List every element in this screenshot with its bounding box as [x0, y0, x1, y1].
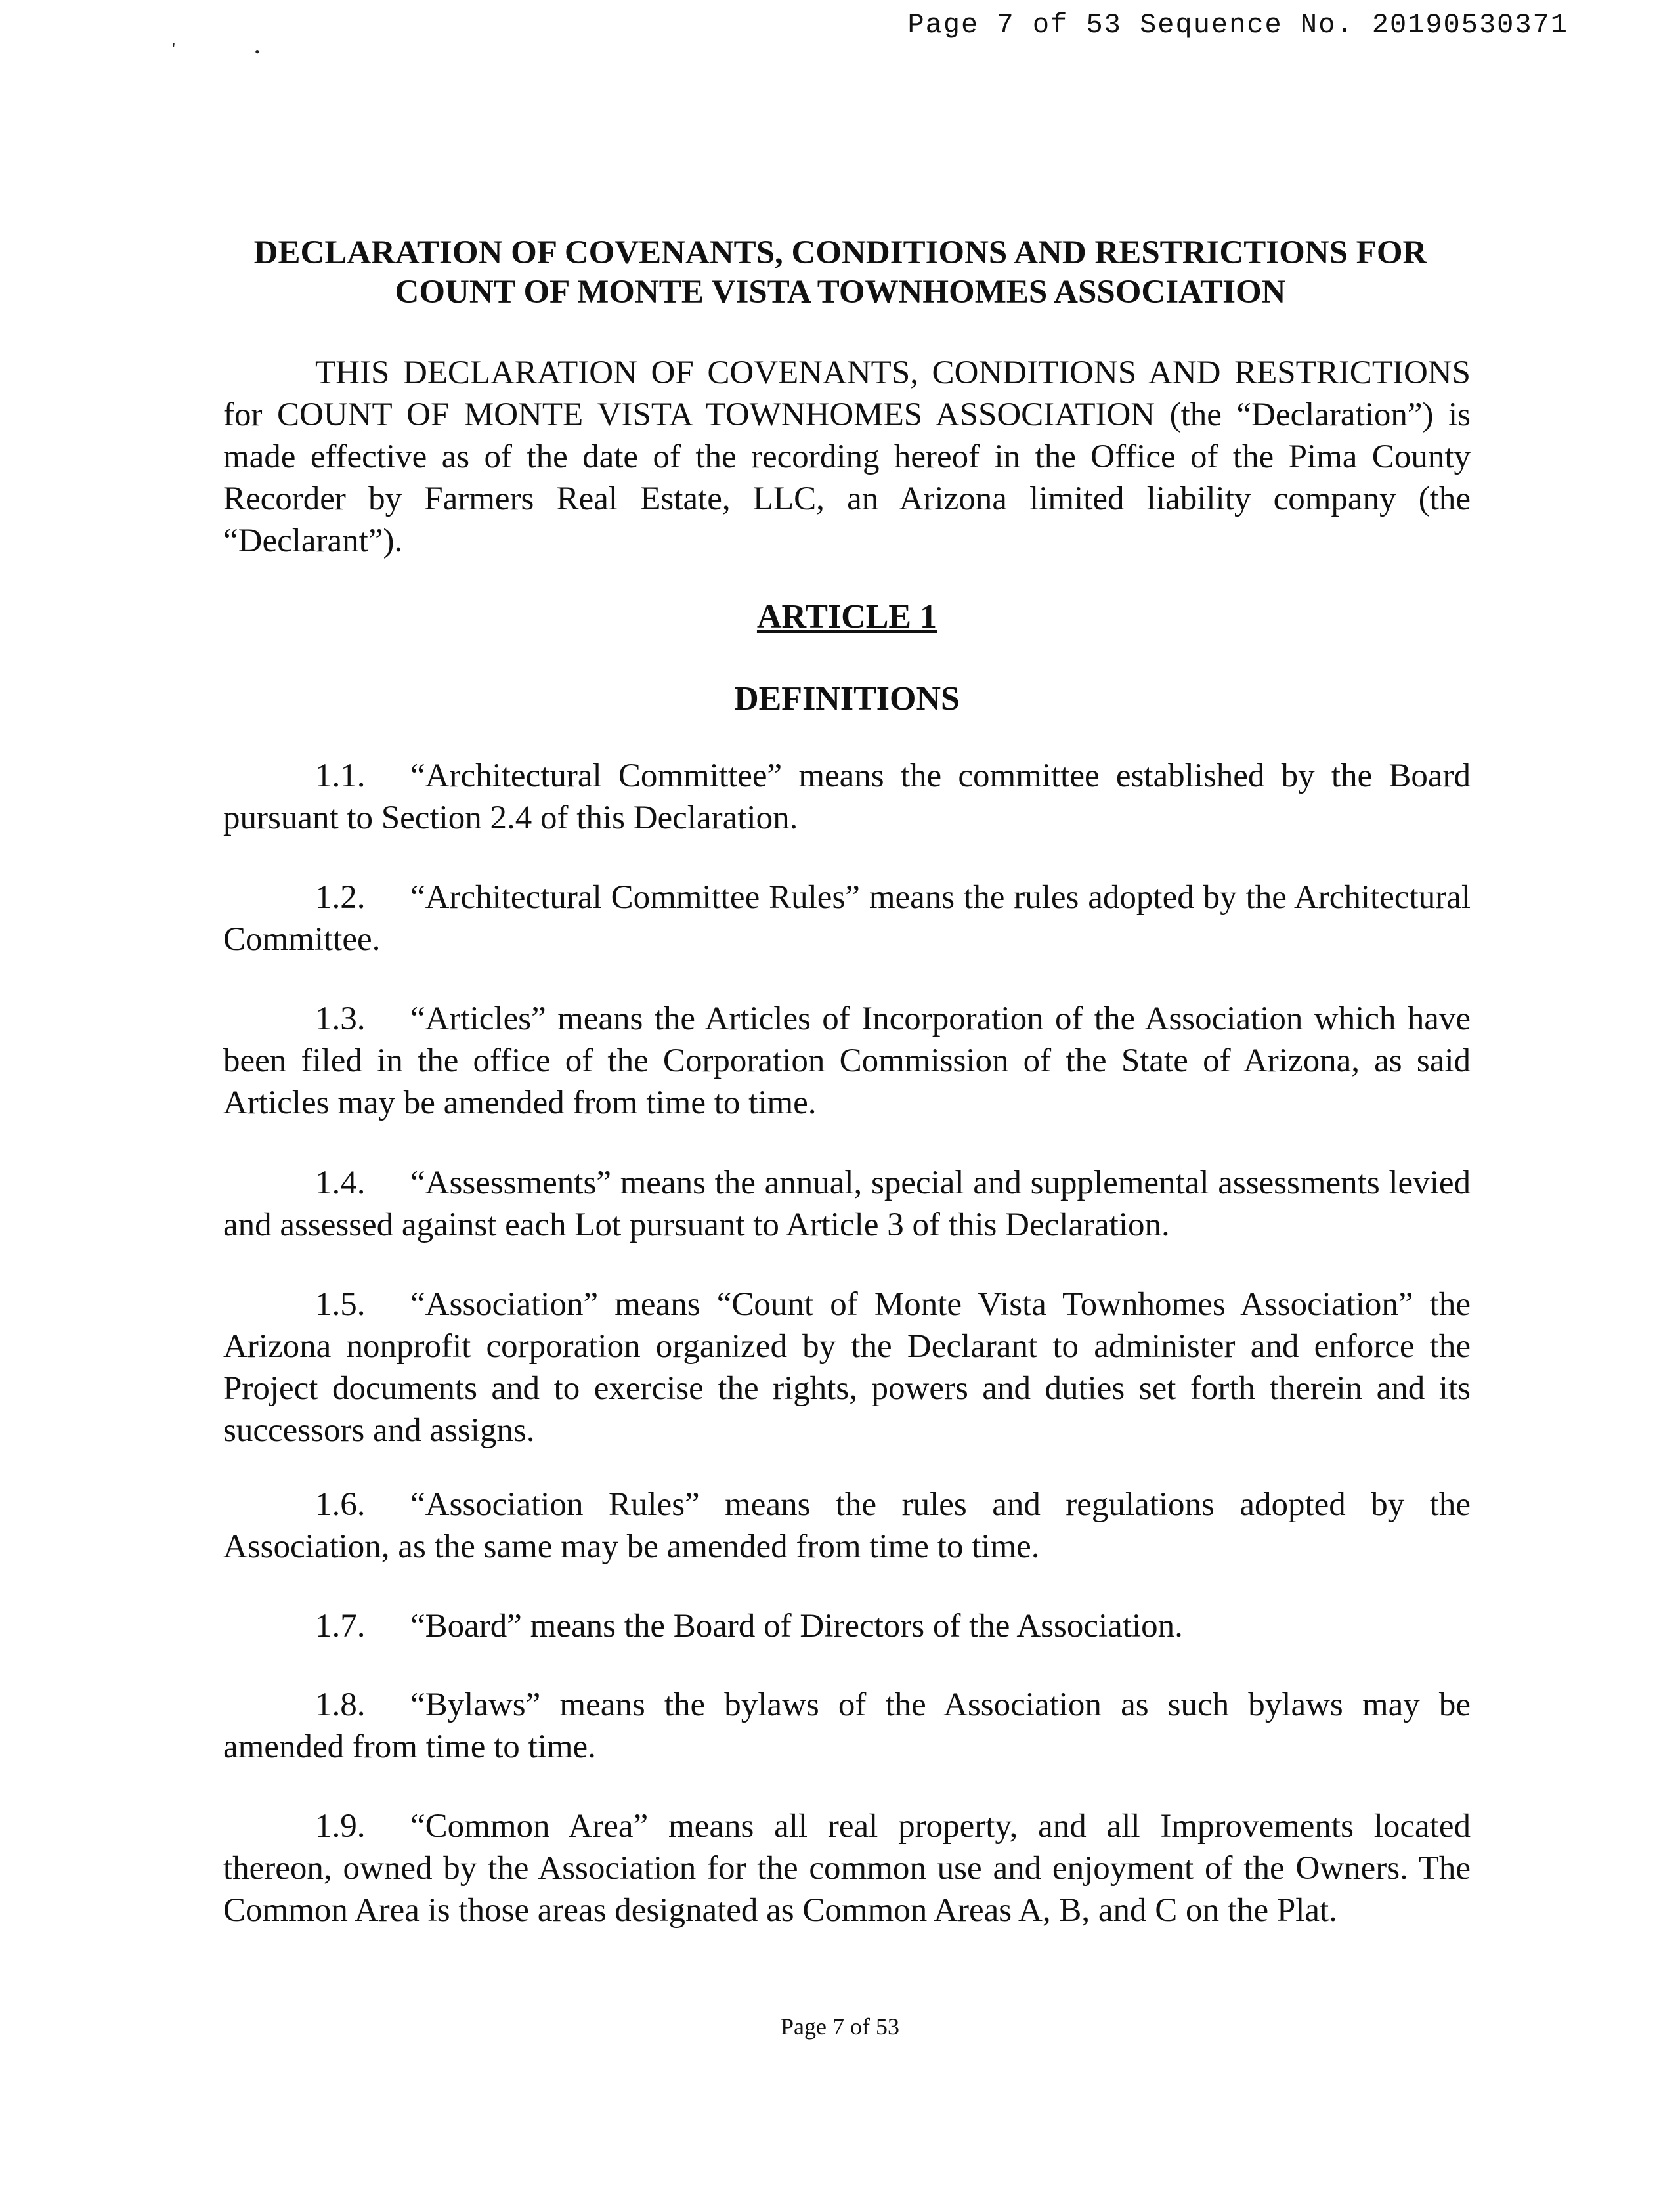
definition-number: 1.7. [315, 1608, 366, 1644]
definition-text: “Bylaws” means the bylaws of the Association as such bylaws may be amended from time to time. [223, 1686, 1471, 1765]
definition-number: 1.6. [315, 1486, 366, 1523]
definition-text: “Association Rules” means the rules and regulations adopted by the Association, as the same may be amended from time to time. [223, 1486, 1471, 1565]
sequence-stamp: Page 7 of 53 Sequence No. 20190530371 [907, 9, 1568, 41]
definition-item [223, 755, 1471, 839]
document-title-line-1: DECLARATION OF COVENANTS, CONDITIONS AND RESTRICTIONS FOR [253, 234, 1427, 271]
page-number-footer: Page 7 of 53 [781, 2013, 899, 2040]
definition-item [223, 876, 1471, 960]
definition-item [223, 1283, 1471, 1451]
definition-item [223, 998, 1471, 1124]
definition-text: “Assessments” means the annual, special and supplemental assessments levied and assessed against each Lot pursuant to Article 3 of this Declaration. [223, 1165, 1471, 1243]
definition-text: “Articles” means the Articles of Incorporation of the Association which have been filed in the office of the Corporation Commission of the State of Arizona, as said Articles may be amended from time to time. [223, 1000, 1471, 1121]
definition-text: “Common Area” means all real property, and all Improvements located thereon, owned by the Association for the common use and enjoyment of the Owners. The Common Area is those areas designated as Common Areas A, B, and C on the Plat. [223, 1808, 1471, 1929]
definition-text: “Architectural Committee Rules” means the rules adopted by the Architectural Committee. [223, 879, 1471, 958]
definition-number: 1.4. [315, 1165, 366, 1201]
scan-mark: • [255, 43, 260, 60]
definition-text: “Association” means “Count of Monte Vista Townhomes Association” the Arizona nonprofit corporation organized by the Declarant to administer and enforce the Project documents and to exercise the rights, powers and duties set forth therein and its successors and assigns. [223, 1286, 1471, 1449]
document-title-line-2: COUNT OF MONTE VISTA TOWNHOMES ASSOCIATION [395, 274, 1286, 311]
intro-paragraph: THIS DECLARATION OF COVENANTS, CONDITIONS AND RESTRICTIONS for COUNT OF MONTE VISTA TOWNHOMES ASSOCIATION (the “Declaration”) is made effective as of the date of the recording hereof in the Office of the Pima County Recorder by Farmers Real Estate, LLC, an Arizona limited liability company (the “Declarant”). [223, 354, 1471, 559]
definition-text: “Board” means the Board of Directors of the Association. [410, 1608, 1183, 1644]
definition-item [223, 1805, 1471, 1931]
article-name: DEFINITIONS [734, 680, 960, 718]
definition-number: 1.3. [315, 1000, 366, 1037]
definition-number: 1.5. [315, 1286, 366, 1323]
definition-item [223, 1684, 1471, 1768]
definition-number: 1.9. [315, 1808, 366, 1845]
definition-number: 1.8. [315, 1686, 366, 1723]
definition-text: “Architectural Committee” means the committee established by the Board pursuant to Section 2.4 of this Declaration. [223, 758, 1471, 836]
document-title [164, 233, 1517, 312]
scan-mark: ' [172, 39, 176, 60]
definition-item [223, 1605, 1471, 1647]
definition-item [223, 1162, 1471, 1246]
article-number: ARTICLE 1 [756, 598, 937, 635]
definition-number: 1.2. [315, 879, 366, 916]
definition-number: 1.1. [315, 758, 366, 794]
definition-item [223, 1484, 1471, 1568]
